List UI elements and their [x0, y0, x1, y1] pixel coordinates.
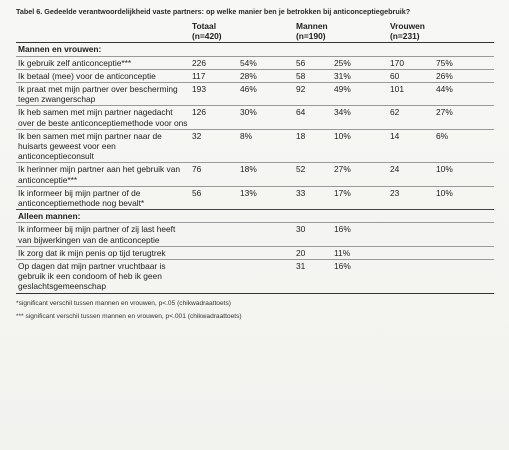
percent-cell: 25%	[332, 56, 388, 69]
percent-cell: 17%	[332, 186, 388, 209]
row-label: Ik praat met mijn partner over bescherming tegen zwangerschap	[16, 83, 190, 106]
header-totaal: Totaal (n=420)	[190, 20, 294, 43]
row-label: Ik informeer bij mijn partner of zij last heeft van bijwerkingen van de anticonceptie	[16, 223, 190, 246]
count-cell: 60	[388, 69, 434, 82]
table-header-row	[16, 20, 494, 43]
count-cell: 170	[388, 56, 434, 69]
table-row	[16, 83, 494, 106]
count-cell	[388, 223, 434, 246]
row-label: Ik herinner mijn partner aan het gebruik van anticonceptie***	[16, 163, 190, 186]
table-row	[16, 129, 494, 163]
percent-cell: 26%	[434, 69, 494, 82]
section-label: Mannen en vrouwen:	[18, 44, 102, 55]
count-cell: 56	[294, 56, 332, 69]
count-cell: 31	[294, 260, 332, 294]
row-label: Ik ben samen met mijn partner naar de huisarts geweest voor een anticonceptieconsult	[16, 129, 190, 163]
table-row	[16, 223, 494, 246]
table-row	[16, 186, 494, 209]
count-cell: 18	[294, 129, 332, 163]
row-label: Ik gebruik zelf anticonceptie***	[16, 56, 190, 69]
table-row	[16, 246, 494, 259]
percent-cell	[238, 246, 294, 259]
header-mannen: Mannen (n=190)	[294, 20, 388, 43]
header-empty	[16, 20, 190, 43]
percent-cell: 8%	[238, 129, 294, 163]
table-body	[16, 43, 494, 293]
count-cell: 58	[294, 69, 332, 82]
percent-cell	[434, 260, 494, 294]
count-cell	[388, 260, 434, 294]
footnote: *** significant verschil tussen mannen en vrouwen, p<.001 (chikwadraattoets)	[16, 313, 242, 320]
section-row-both	[16, 43, 494, 56]
table-row	[16, 106, 494, 129]
percent-cell: 28%	[238, 69, 294, 82]
count-cell: 76	[190, 163, 238, 186]
count-cell	[388, 246, 434, 259]
footnote: *significant verschil tussen mannen en vrouwen, p<.05 (chikwadraattoets)	[16, 300, 231, 307]
percent-cell: 18%	[238, 163, 294, 186]
percent-cell: 13%	[238, 186, 294, 209]
count-cell: 32	[190, 129, 238, 163]
row-label: Ik betaal (mee) voor de anticonceptie	[16, 69, 190, 82]
percent-cell: 16%	[332, 260, 388, 294]
count-cell: 23	[388, 186, 434, 209]
count-cell	[190, 223, 238, 246]
count-cell: 226	[190, 56, 238, 69]
percent-cell: 31%	[332, 69, 388, 82]
count-cell: 62	[388, 106, 434, 129]
percent-cell: 6%	[434, 129, 494, 163]
percent-cell: 46%	[238, 83, 294, 106]
percent-cell: 16%	[332, 223, 388, 246]
percent-cell	[238, 260, 294, 294]
percent-cell	[434, 223, 494, 246]
percent-cell: 30%	[238, 106, 294, 129]
section-row-men	[16, 210, 494, 223]
percent-cell: 10%	[332, 129, 388, 163]
count-cell	[190, 260, 238, 294]
count-cell: 33	[294, 186, 332, 209]
percent-cell: 49%	[332, 83, 388, 106]
row-label: Ik heb samen met mijn partner nagedacht over de beste anticonceptiemethode voor ons	[16, 106, 190, 129]
count-cell: 56	[190, 186, 238, 209]
percent-cell: 75%	[434, 56, 494, 69]
percent-cell	[434, 246, 494, 259]
row-label: Op dagen dat mijn partner vruchtbaar is gebruik ik een condoom of heb ik geen geslachtsgemeenschap	[16, 260, 190, 294]
count-cell: 101	[388, 83, 434, 106]
count-cell: 24	[388, 163, 434, 186]
count-cell: 193	[190, 83, 238, 106]
count-cell: 92	[294, 83, 332, 106]
header-vrouwen: Vrouwen (n=231)	[388, 20, 494, 43]
count-cell: 14	[388, 129, 434, 163]
count-cell	[190, 246, 238, 259]
section-label: Alleen mannen:	[16, 210, 494, 223]
table-row	[16, 163, 494, 186]
percent-cell: 10%	[434, 163, 494, 186]
count-cell: 20	[294, 246, 332, 259]
count-cell: 52	[294, 163, 332, 186]
percent-cell: 10%	[434, 186, 494, 209]
percent-cell: 34%	[332, 106, 388, 129]
percent-cell: 11%	[332, 246, 388, 259]
row-label: Ik zorg dat ik mijn penis op tijd terugtrek	[16, 246, 190, 259]
percent-cell: 27%	[434, 106, 494, 129]
row-label: Ik informeer bij mijn partner of de anticonceptiemethode nog bevalt*	[16, 186, 190, 209]
table-row	[16, 260, 494, 294]
count-cell: 64	[294, 106, 332, 129]
count-cell: 126	[190, 106, 238, 129]
count-cell: 117	[190, 69, 238, 82]
table-title: Tabel 6. Gedeelde verantwoordelijkheid vaste partners: op welke manier ben je betrokken bij anticonceptiegebruik?	[16, 7, 411, 16]
percent-cell: 27%	[332, 163, 388, 186]
table-row	[16, 69, 494, 82]
percent-cell: 44%	[434, 83, 494, 106]
percent-cell: 54%	[238, 56, 294, 69]
table-row	[16, 56, 494, 69]
percent-cell	[238, 223, 294, 246]
results-table	[16, 20, 494, 294]
count-cell: 30	[294, 223, 332, 246]
